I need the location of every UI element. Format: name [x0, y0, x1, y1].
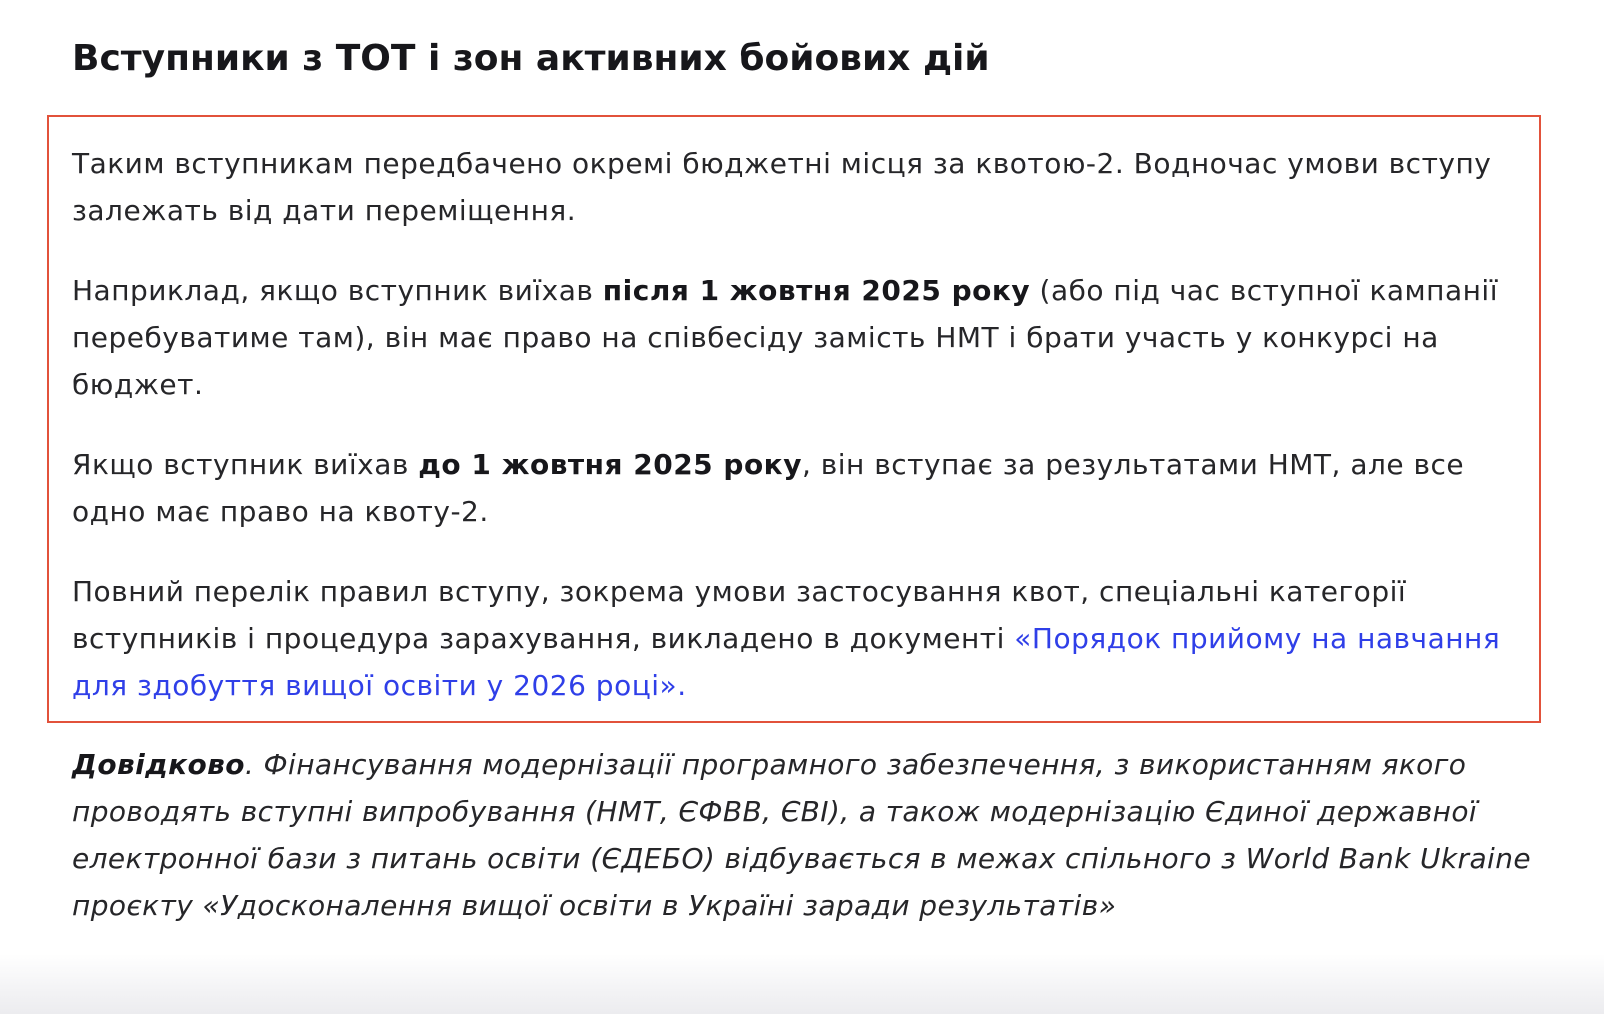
paragraph-text: Повний перелік правил вступу, зокрема умови застосування квот, спеціальні категорії вступників і процедура зарахування, викладено в документі	[72, 575, 1407, 655]
paragraph-text: Наприклад, якщо вступник виїхав	[72, 274, 603, 307]
bold-date-before: до 1 жовтня 2025 року	[418, 448, 802, 481]
bold-date-after: після 1 жовтня 2025 року	[602, 274, 1031, 307]
bottom-fade	[0, 954, 1604, 1014]
paragraph-rules	[72, 568, 1542, 709]
paragraph-text: , він вступає за результатами НМТ, але все одно має право на квоту-2.	[72, 448, 1465, 528]
note-label: Довідково	[72, 748, 245, 781]
section-heading: Вступники з ТОТ і зон активних бойових дій	[72, 38, 990, 79]
note-text: . Фінансування модернізації програмного забезпечення, з використанням якого проводять вступні випробування (НМТ, ЄФВВ, ЄВІ), а також модернізацію Єдиної державної електронної бази з питань освіти (ЄДЕБО) відбувається в межах спільного з World Bank Ukraine проєкту «Удосконалення вищої освіти в Україні заради результатів»	[72, 748, 1531, 922]
admission-rules-link[interactable]: «Порядок прийому на навчання для здобуття вищої освіти у 2026 році»	[72, 622, 1501, 702]
link-period: .	[677, 669, 687, 702]
paragraph-before-date	[72, 441, 1542, 535]
paragraph-text: (або під час вступної кампанії перебуватиме там), він має право на співбесіду замість НМТ і брати участь у конкурсі на бюджет.	[72, 274, 1498, 401]
paragraph-quota: Таким вступникам передбачено окремі бюджетні місця за квотою-2. Водночас умови вступу залежать від дати переміщення.	[72, 147, 1492, 227]
reference-note	[72, 741, 1532, 929]
paragraph-after-date	[72, 267, 1542, 408]
paragraph-text: Якщо вступник виїхав	[72, 448, 419, 481]
